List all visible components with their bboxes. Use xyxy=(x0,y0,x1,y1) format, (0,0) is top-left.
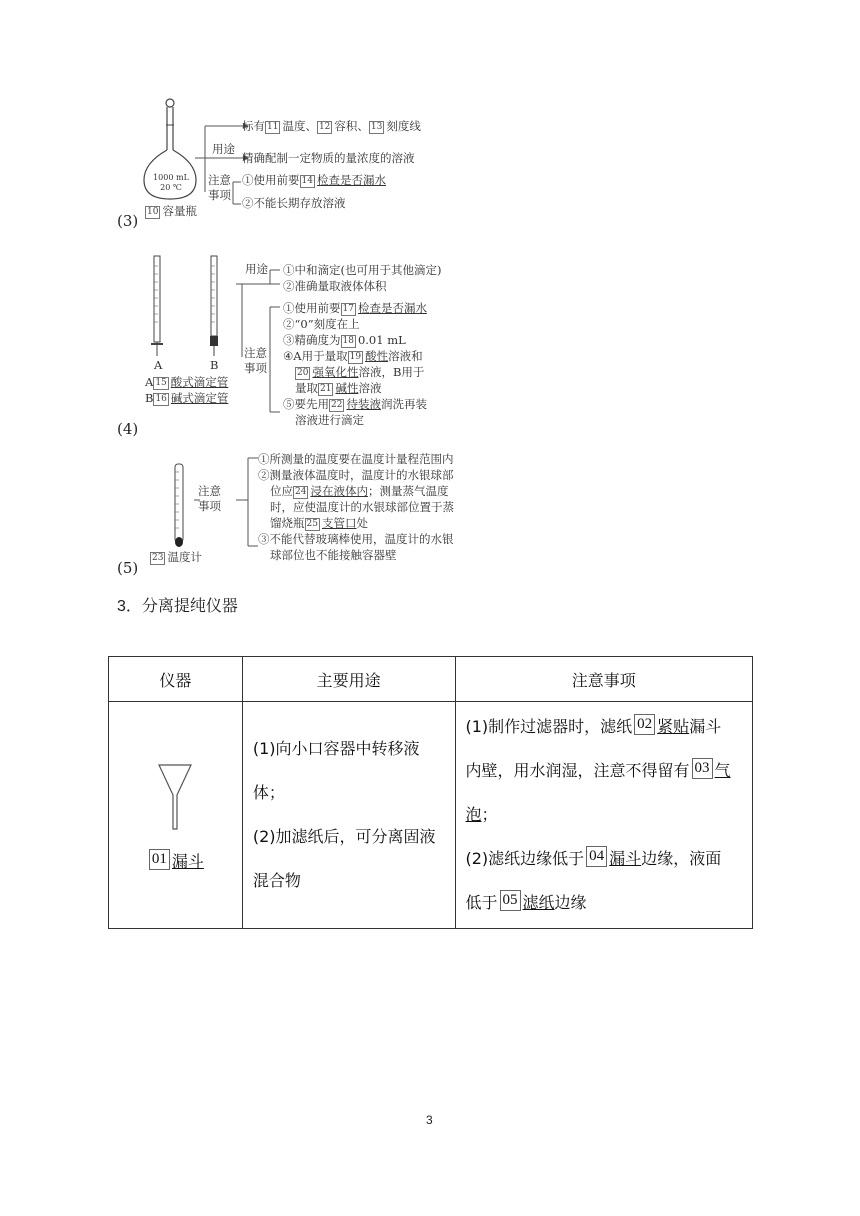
thermometer-note-4: 时，应使温度计的水银球部位置于蒸 xyxy=(270,500,454,514)
burette-note-4b: 20 强氧化性溶液，B用于 xyxy=(297,365,425,379)
flask-note-title: 注意 事项 xyxy=(208,173,231,202)
flask-marking: 标有 11 温度、 12 容积、 13 刻度线 xyxy=(242,119,421,133)
burette-note-5b: 溶液进行滴定 xyxy=(295,413,364,427)
header-instrument: 仪器 xyxy=(109,657,243,702)
burette-note-4: ④A用于量取 19 酸性溶液和 xyxy=(283,349,423,363)
note-line-5: 低于 05 滤纸边缘 xyxy=(465,892,587,912)
note-line-4: (2)滤纸边缘低于 04 漏斗边缘，液面 xyxy=(465,848,722,868)
header-use: 主要用途 xyxy=(242,657,455,702)
burette-use-title: 用途 xyxy=(245,262,268,276)
burette-use-2: ②准确量取液体体积 xyxy=(283,279,387,293)
flask-volume: 1000 mL xyxy=(153,173,189,182)
section-title: 3．分离提纯仪器 xyxy=(117,598,238,615)
thermometer-note-title: 注意 事项 xyxy=(198,484,221,513)
use-cell: (1)向小口容器中转移液 体； (2)加滤纸后，可分离固液 混合物 xyxy=(242,702,455,929)
figure-label-4: (4) xyxy=(117,420,139,438)
burette-letter-a: A xyxy=(154,358,163,372)
burette-a-name: A 15 酸式滴定管 xyxy=(145,375,229,389)
thermometer-name: 23 温度计 xyxy=(152,550,202,564)
notes-cell xyxy=(455,702,753,929)
funnel-icon xyxy=(155,759,195,839)
flask-name: 10 容量瓶 xyxy=(147,204,197,218)
thermometer-note-7: 球部位也不能接触容器壁 xyxy=(270,548,397,562)
burette-note-title: 注意 事项 xyxy=(244,346,267,375)
thermometer-note-3: 位应 24 浸在液体内；测量蒸气温度 xyxy=(270,484,449,498)
figure-label-3: (3) xyxy=(117,212,139,230)
thermometer-note-6: ③不能代替玻璃棒使用，温度计的水银 xyxy=(258,532,454,546)
burette-note-3: ③精确度为 18 0.01 mL xyxy=(283,333,406,347)
instrument-cell xyxy=(109,702,243,929)
burette-note-1: ①使用前要 17 检查是否漏水 xyxy=(283,301,427,315)
flask-use: 精确配制一定物质的量浓度的溶液 xyxy=(242,151,415,165)
flask-note-1: ①使用前要 14 检查是否漏水 xyxy=(242,173,386,187)
thermometer-note-1: ①所测量的温度要在温度计量程范围内 xyxy=(258,452,454,466)
page-number: 3 xyxy=(426,1113,433,1127)
burette-b-name: B 16 碱式滴定管 xyxy=(145,391,229,405)
flask-use-title: 用途 xyxy=(212,142,235,156)
burette-note-4c: 量取 21 碱性溶液 xyxy=(295,381,382,395)
burette-note-2: ②“0”刻度在上 xyxy=(283,317,360,331)
note-line-1: (1)制作过滤器时，滤纸 02 紧贴漏斗 xyxy=(465,716,722,736)
flask-temperature: 20 ℃ xyxy=(160,183,182,192)
burette-letter-b: B xyxy=(210,358,219,372)
note-line-3: 泡； xyxy=(465,805,498,824)
figure-label-5: (5) xyxy=(117,559,139,577)
burette-icon xyxy=(145,252,235,372)
burette-note-5: ⑤要先用 22 待装液润洗再装 xyxy=(283,397,427,411)
thermometer-note-2: ②测量液体温度时，温度计的水银球部 xyxy=(258,468,454,482)
table-header-row xyxy=(109,657,753,702)
table-row xyxy=(109,702,753,929)
burette-bracket xyxy=(236,262,286,422)
burette-use-1: ①中和滴定(也可用于其他滴定) xyxy=(283,263,442,277)
separation-instruments-table xyxy=(108,656,753,929)
thermometer-note-5: 馏烧瓶 25 支管口处 xyxy=(270,516,368,530)
note-line-2: 内壁，用水润湿，注意不得留有 03 气 xyxy=(465,760,731,780)
flask-note-2: ②不能长期存放溶液 xyxy=(242,196,346,210)
header-notes: 注意事项 xyxy=(455,657,753,702)
instrument-name: 01 漏斗 xyxy=(119,849,232,872)
